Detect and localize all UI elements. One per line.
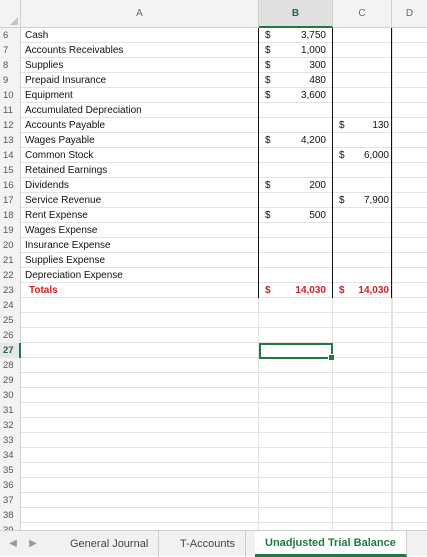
- debit-amount: [276, 268, 326, 283]
- select-all-corner[interactable]: [0, 0, 21, 28]
- account-name-cell[interactable]: Equipment: [23, 88, 259, 103]
- empty-cell[interactable]: [259, 418, 333, 433]
- credit-amount: [352, 208, 389, 223]
- sheet-tab-bar: [0, 530, 427, 556]
- credit-amount: [352, 163, 389, 178]
- table-row: [0, 148, 427, 163]
- empty-cell[interactable]: [259, 313, 333, 328]
- credit-amount: [352, 103, 389, 118]
- debit-amount: 200: [309, 180, 326, 191]
- row-number[interactable]: 16: [0, 178, 21, 193]
- credit-dollar-sign: [339, 178, 349, 193]
- empty-cell[interactable]: [21, 448, 259, 463]
- credit-dollar-sign: [339, 73, 349, 88]
- account-name-cell[interactable]: Supplies Expense: [23, 253, 259, 268]
- table-row: [0, 298, 427, 313]
- table-row: [0, 253, 427, 268]
- credit-amount: 130: [372, 120, 389, 131]
- credit-amount: [352, 238, 389, 253]
- column-header-a[interactable]: A: [21, 0, 259, 28]
- table-row: [0, 508, 427, 523]
- empty-cell[interactable]: [21, 328, 259, 343]
- account-name-cell[interactable]: Cash: [23, 28, 259, 43]
- row-number[interactable]: 18: [0, 208, 21, 223]
- account-name-cell[interactable]: Prepaid Insurance: [23, 73, 259, 88]
- debit-amount: 500: [309, 210, 326, 221]
- account-name-cell[interactable]: Wages Payable: [23, 133, 259, 148]
- table-row: [0, 358, 427, 373]
- empty-cell[interactable]: [333, 493, 392, 508]
- empty-cell[interactable]: [21, 298, 259, 313]
- debit-amount: 4,200: [300, 135, 326, 146]
- row-number[interactable]: 25: [0, 313, 21, 328]
- row-number[interactable]: 33: [0, 433, 21, 448]
- table-row: [0, 163, 427, 178]
- empty-cell[interactable]: [21, 358, 259, 373]
- row-number[interactable]: 14: [0, 148, 21, 163]
- empty-cell[interactable]: [21, 343, 259, 358]
- debit-amount: [276, 148, 326, 163]
- tab-t-accounts[interactable]: T-Accounts: [170, 531, 246, 557]
- account-name-cell[interactable]: Totals: [23, 283, 259, 298]
- row-number[interactable]: 9: [0, 73, 21, 88]
- row-number[interactable]: 27: [0, 343, 21, 358]
- empty-cell[interactable]: [259, 448, 333, 463]
- credit-amount: [352, 178, 389, 193]
- credit-amount: 7,900: [363, 195, 389, 206]
- table-row: [0, 313, 427, 328]
- credit-amount: 6,000: [363, 150, 389, 161]
- table-row: [0, 118, 427, 133]
- debit-dollar-sign: $: [265, 45, 271, 56]
- row-number[interactable]: 21: [0, 253, 21, 268]
- table-row: [0, 283, 427, 298]
- empty-cell[interactable]: [259, 358, 333, 373]
- table-row: [0, 88, 427, 103]
- account-name-cell[interactable]: Depreciation Expense: [23, 268, 259, 283]
- empty-cell[interactable]: [259, 508, 333, 523]
- empty-cell[interactable]: [333, 358, 392, 373]
- credit-dollar-sign: [339, 103, 349, 118]
- debit-dollar-sign: [265, 223, 275, 238]
- debit-amount: 480: [309, 75, 326, 86]
- credit-dollar-sign: [339, 268, 349, 283]
- debit-dollar-sign: [265, 163, 275, 178]
- credit-amount: 14,030: [358, 285, 389, 296]
- account-name-cell[interactable]: Wages Expense: [23, 223, 259, 238]
- row-number[interactable]: 29: [0, 373, 21, 388]
- selected-cell-b27[interactable]: [259, 343, 333, 359]
- credit-amount: [352, 88, 389, 103]
- table-row: [0, 193, 427, 208]
- table-row: [0, 58, 427, 73]
- account-name-cell[interactable]: Insurance Expense: [23, 238, 259, 253]
- credit-amount: [352, 133, 389, 148]
- table-row: [0, 493, 427, 508]
- credit-dollar-sign: [339, 253, 349, 268]
- empty-cell[interactable]: [259, 298, 333, 313]
- empty-cell[interactable]: [333, 433, 392, 448]
- column-header-d[interactable]: D: [405, 8, 414, 19]
- row-number[interactable]: 12: [0, 118, 21, 133]
- account-name-cell[interactable]: Accounts Payable: [23, 118, 259, 133]
- empty-cell[interactable]: [333, 298, 392, 313]
- credit-dollar-sign: [339, 223, 349, 238]
- credit-dollar-sign: [339, 238, 349, 253]
- credit-dollar-sign: $: [339, 120, 345, 131]
- credit-amount: [352, 58, 389, 73]
- account-name-cell[interactable]: Dividends: [23, 178, 259, 193]
- debit-dollar-sign: [265, 118, 275, 133]
- empty-cell[interactable]: [259, 403, 333, 418]
- credit-dollar-sign: [339, 88, 349, 103]
- empty-cell[interactable]: [333, 328, 392, 343]
- account-name-cell[interactable]: Supplies: [23, 58, 259, 73]
- empty-cell[interactable]: [21, 433, 259, 448]
- empty-cell[interactable]: [333, 343, 392, 358]
- empty-cell[interactable]: [333, 388, 392, 403]
- row-number[interactable]: 32: [0, 418, 21, 433]
- row-number[interactable]: 22: [0, 268, 21, 283]
- table-row: [0, 328, 427, 343]
- empty-cell[interactable]: [333, 313, 392, 328]
- table-row: [0, 418, 427, 433]
- debit-dollar-sign: $: [265, 90, 271, 101]
- column-header-bar: [0, 0, 427, 28]
- table-row: [0, 43, 427, 58]
- row-number[interactable]: 24: [0, 298, 21, 313]
- prev-sheet-icon[interactable]: ◀: [9, 538, 17, 549]
- row-number[interactable]: 38: [0, 508, 21, 523]
- row-number[interactable]: 34: [0, 448, 21, 463]
- row-number[interactable]: 15: [0, 163, 21, 178]
- row-number[interactable]: 6: [0, 28, 21, 43]
- row-number[interactable]: 35: [0, 463, 21, 478]
- table-row: [0, 463, 427, 478]
- credit-dollar-sign: [339, 208, 349, 223]
- row-number[interactable]: 36: [0, 478, 21, 493]
- empty-cell[interactable]: [333, 418, 392, 433]
- debit-dollar-sign: [265, 193, 275, 208]
- credit-dollar-sign: $: [339, 195, 345, 206]
- account-name-cell[interactable]: Rent Expense: [23, 208, 259, 223]
- credit-amount: [352, 43, 389, 58]
- debit-amount: 14,030: [295, 285, 326, 296]
- table-row: [0, 403, 427, 418]
- debit-dollar-sign: [265, 103, 275, 118]
- table-row: [0, 478, 427, 493]
- table-row: [0, 133, 427, 148]
- debit-amount: [276, 103, 326, 118]
- table-row: [0, 223, 427, 238]
- debit-dollar-sign: $: [265, 135, 271, 146]
- debit-dollar-sign: [265, 268, 275, 283]
- debit-dollar-sign: $: [265, 30, 271, 41]
- table-row: [0, 238, 427, 253]
- credit-dollar-sign: [339, 58, 349, 73]
- credit-dollar-sign: [339, 163, 349, 178]
- debit-dollar-sign: $: [265, 285, 271, 296]
- empty-cell[interactable]: [21, 493, 259, 508]
- credit-dollar-sign: $: [339, 150, 345, 161]
- debit-dollar-sign: [265, 238, 275, 253]
- account-name-cell[interactable]: Common Stock: [23, 148, 259, 163]
- empty-cell[interactable]: [333, 403, 392, 418]
- empty-cell[interactable]: [21, 388, 259, 403]
- debit-amount: [276, 193, 326, 208]
- empty-cell[interactable]: [259, 388, 333, 403]
- debit-dollar-sign: $: [265, 60, 271, 71]
- empty-cell[interactable]: [259, 493, 333, 508]
- table-row: [0, 208, 427, 223]
- debit-amount: 3,750: [300, 30, 326, 41]
- row-number[interactable]: 31: [0, 403, 21, 418]
- account-name-cell[interactable]: Retained Earnings: [23, 163, 259, 178]
- empty-cell[interactable]: [259, 433, 333, 448]
- account-name-cell[interactable]: Accounts Receivables: [23, 43, 259, 58]
- debit-dollar-sign: [265, 148, 275, 163]
- debit-amount: [276, 223, 326, 238]
- table-row: [0, 433, 427, 448]
- row-number[interactable]: 37: [0, 493, 21, 508]
- empty-cell[interactable]: [333, 463, 392, 478]
- debit-amount: 1,000: [300, 45, 326, 56]
- empty-cell[interactable]: [333, 508, 392, 523]
- debit-amount: 3,600: [300, 90, 326, 101]
- debit-dollar-sign: [265, 253, 275, 268]
- empty-cell[interactable]: [21, 373, 259, 388]
- tab-unadjusted-trial-balance[interactable]: Unadjusted Trial Balance: [255, 531, 407, 557]
- debit-amount: [276, 253, 326, 268]
- table-row: [0, 343, 427, 358]
- row-number[interactable]: 8: [0, 58, 21, 73]
- credit-dollar-sign: $: [339, 285, 345, 296]
- empty-cell[interactable]: [333, 448, 392, 463]
- empty-cell[interactable]: [259, 463, 333, 478]
- empty-cell[interactable]: [259, 478, 333, 493]
- empty-cell[interactable]: [21, 508, 259, 523]
- debit-dollar-sign: $: [265, 180, 271, 191]
- credit-amount: [352, 223, 389, 238]
- empty-cell[interactable]: [333, 373, 392, 388]
- table-row: [0, 268, 427, 283]
- credit-dollar-sign: [339, 28, 349, 43]
- credit-amount: [352, 28, 389, 43]
- credit-dollar-sign: [339, 133, 349, 148]
- credit-amount: [352, 268, 389, 283]
- row-number[interactable]: 28: [0, 358, 21, 373]
- empty-cell[interactable]: [259, 328, 333, 343]
- row-number[interactable]: 7: [0, 43, 21, 58]
- table-row: [0, 448, 427, 463]
- column-header-c[interactable]: C: [333, 0, 392, 28]
- debit-amount: [276, 238, 326, 253]
- tab-general-journal[interactable]: General Journal: [60, 531, 159, 557]
- table-row: [0, 388, 427, 403]
- debit-dollar-sign: $: [265, 75, 271, 86]
- credit-dollar-sign: [339, 43, 349, 58]
- column-header-b[interactable]: B: [259, 0, 333, 28]
- row-number[interactable]: 11: [0, 103, 21, 118]
- row-number[interactable]: 26: [0, 328, 21, 343]
- credit-amount: [352, 253, 389, 268]
- debit-amount: [276, 163, 326, 178]
- row-number[interactable]: 13: [0, 133, 21, 148]
- empty-cell[interactable]: [21, 313, 259, 328]
- credit-amount: [352, 73, 389, 88]
- row-number[interactable]: 23: [0, 283, 21, 298]
- debit-amount: [276, 118, 326, 133]
- row-number[interactable]: 19: [0, 223, 21, 238]
- row-number[interactable]: 30: [0, 388, 21, 403]
- row-number[interactable]: 20: [0, 238, 21, 253]
- table-row: [0, 373, 427, 388]
- empty-cell[interactable]: [21, 463, 259, 478]
- empty-cell[interactable]: [333, 478, 392, 493]
- debit-amount: 300: [309, 60, 326, 71]
- empty-cell[interactable]: [21, 418, 259, 433]
- table-row: [0, 73, 427, 88]
- table-row: [0, 103, 427, 118]
- row-number[interactable]: 17: [0, 193, 21, 208]
- empty-cell[interactable]: [21, 403, 259, 418]
- account-name-cell[interactable]: Accumulated Depreciation: [23, 103, 259, 118]
- debit-dollar-sign: $: [265, 210, 271, 221]
- row-number[interactable]: 10: [0, 88, 21, 103]
- account-name-cell[interactable]: Service Revenue: [23, 193, 259, 208]
- next-sheet-icon[interactable]: ▶: [29, 538, 37, 549]
- empty-cell[interactable]: [259, 373, 333, 388]
- table-row: [0, 28, 427, 43]
- table-row: [0, 178, 427, 193]
- empty-cell[interactable]: [21, 478, 259, 493]
